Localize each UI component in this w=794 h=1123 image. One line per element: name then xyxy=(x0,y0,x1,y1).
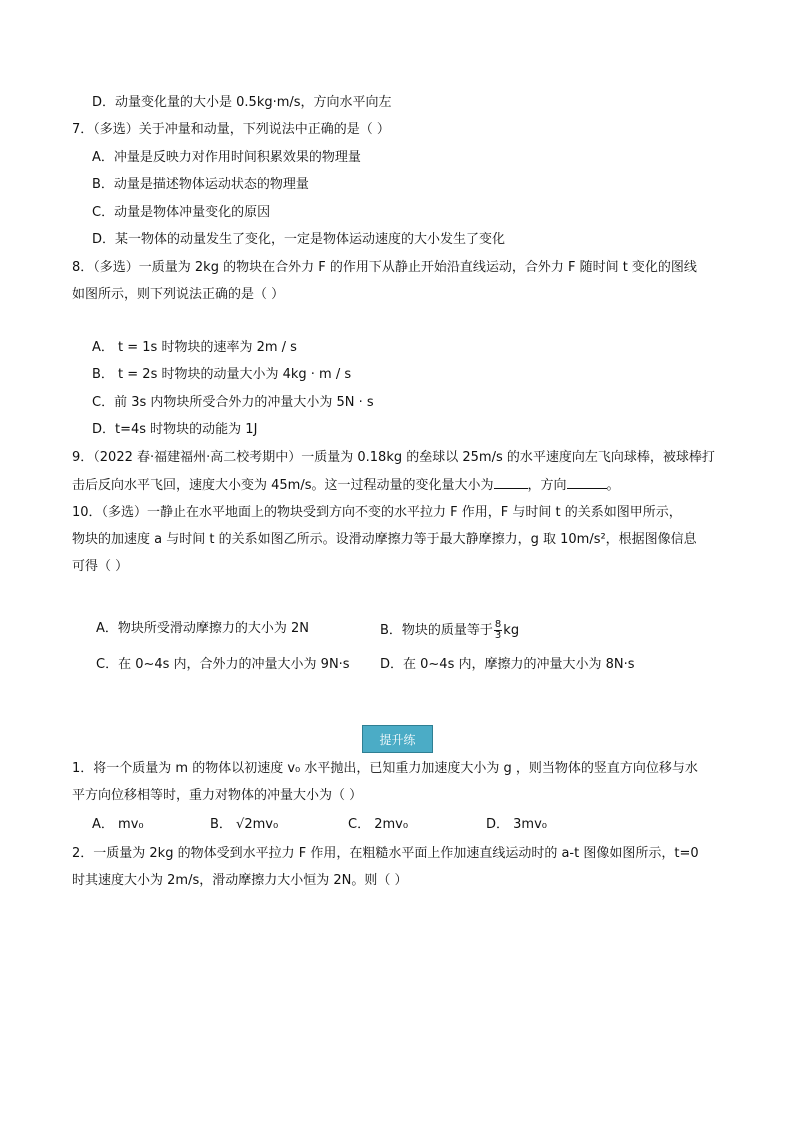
p1-stem-line1: 1．将一个质量为 m 的物体以初速度 v₀ 水平抛出，已知重力加速度大小为 g ，则当物体的竖直方向位移与水 xyxy=(72,761,698,776)
p1-option-c: C． 2mv₀ xyxy=(348,817,409,832)
fraction-numerator: 8 xyxy=(494,619,502,630)
q10-stem-line1: 10．（多选）一静止在水平地面上的物块受到方向不变的水平拉力 F 作用，F 与时间 t 的关系如图甲所示， xyxy=(72,505,682,520)
p1-option-d: D． 3mv₀ xyxy=(486,817,547,832)
p1-option-b: B． √2mv₀ xyxy=(210,817,279,832)
q10-option-a: A．物块所受滑动摩擦力的大小为 2N xyxy=(96,621,310,636)
q7-option-d: D．某一物体的动量发生了变化，一定是物体运动速度的大小发生了变化 xyxy=(92,232,506,247)
q8-stem-line2: 如图所示，则下列说法正确的是（ ） xyxy=(72,287,285,302)
q9-stem-text-a: 击后反向水平飞回，速度大小变为 45m/s。这一过程动量的变化量大小为 xyxy=(72,478,494,493)
q10-option-b-fraction xyxy=(494,620,502,641)
p1-option-a: A． mv₀ xyxy=(92,817,144,832)
q8-option-c: C．前 3s 内物块所受合外力的冲量大小为 5N · s xyxy=(92,395,374,410)
q9-stem-line2 xyxy=(72,476,620,495)
q10-option-d: D．在 0~4s 内，摩擦力的冲量大小为 8N·s xyxy=(380,657,635,672)
q10-option-c: C．在 0~4s 内，合外力的冲量大小为 9N·s xyxy=(96,657,350,672)
q7-stem: 7．（多选）关于冲量和动量，下列说法中正确的是（ ） xyxy=(72,122,390,137)
q9-answer-blank-magnitude[interactable] xyxy=(494,476,528,489)
p1-stem-line2: 平方向位移相等时，重力对物体的冲量大小为（ ） xyxy=(72,788,363,803)
q8-option-b: B． t = 2s 时物块的动量大小为 4kg · m / s xyxy=(92,367,352,382)
q7-option-c: C．动量是物体冲量变化的原因 xyxy=(92,205,271,220)
fraction-denominator: 3 xyxy=(494,630,502,641)
q10-option-b-text: B．物块的质量等于 xyxy=(380,623,493,638)
q10-option-b xyxy=(380,620,519,641)
q10-stem-line2: 物块的加速度 a 与时间 t 的关系如图乙所示。设滑动摩擦力等于最大静摩擦力，g 取 10m/s²，根据图像信息 xyxy=(72,532,697,547)
section-header-tishenglian xyxy=(362,725,433,753)
q7-option-b: B．动量是描述物体运动状态的物理量 xyxy=(92,177,309,192)
section-header-label: 提升练 xyxy=(379,732,416,747)
q10-option-b-unit: kg xyxy=(503,623,520,638)
q7-option-a: A．冲量是反映力对作用时间积累效果的物理量 xyxy=(92,150,361,165)
q9-stem-text-b: ，方向 xyxy=(527,478,567,493)
q8-option-a: A． t = 1s 时物块的速率为 2m / s xyxy=(92,340,297,355)
q9-stem-line1: 9．（2022 春·福建福州·高二校考期中）一质量为 0.18kg 的垒球以 25m/s 的水平速度向左飞向球棒，被球棒打 xyxy=(72,450,715,465)
p2-stem-line1: 2．一质量为 2kg 的物体受到水平拉力 F 作用，在粗糙水平面上作加速直线运动时的 a-t 图像如图所示，t=0 xyxy=(72,846,699,861)
q9-answer-blank-direction[interactable] xyxy=(567,476,607,489)
q10-stem-line3: 可得（ ） xyxy=(72,559,129,574)
q8-option-d: D．t=4s 时物块的动能为 1J xyxy=(92,422,258,437)
q6-option-d: D．动量变化量的大小是 0.5kg·m/s，方向水平向左 xyxy=(92,95,392,110)
q8-stem-line1: 8．（多选）一质量为 2kg 的物块在合外力 F 的作用下从静止开始沿直线运动，合外力 F 随时间 t 变化的图线 xyxy=(72,260,697,275)
q9-stem-text-c: 。 xyxy=(606,478,620,493)
p2-stem-line2: 时其速度大小为 2m/s，滑动摩擦力大小恒为 2N。则（ ） xyxy=(72,873,408,888)
